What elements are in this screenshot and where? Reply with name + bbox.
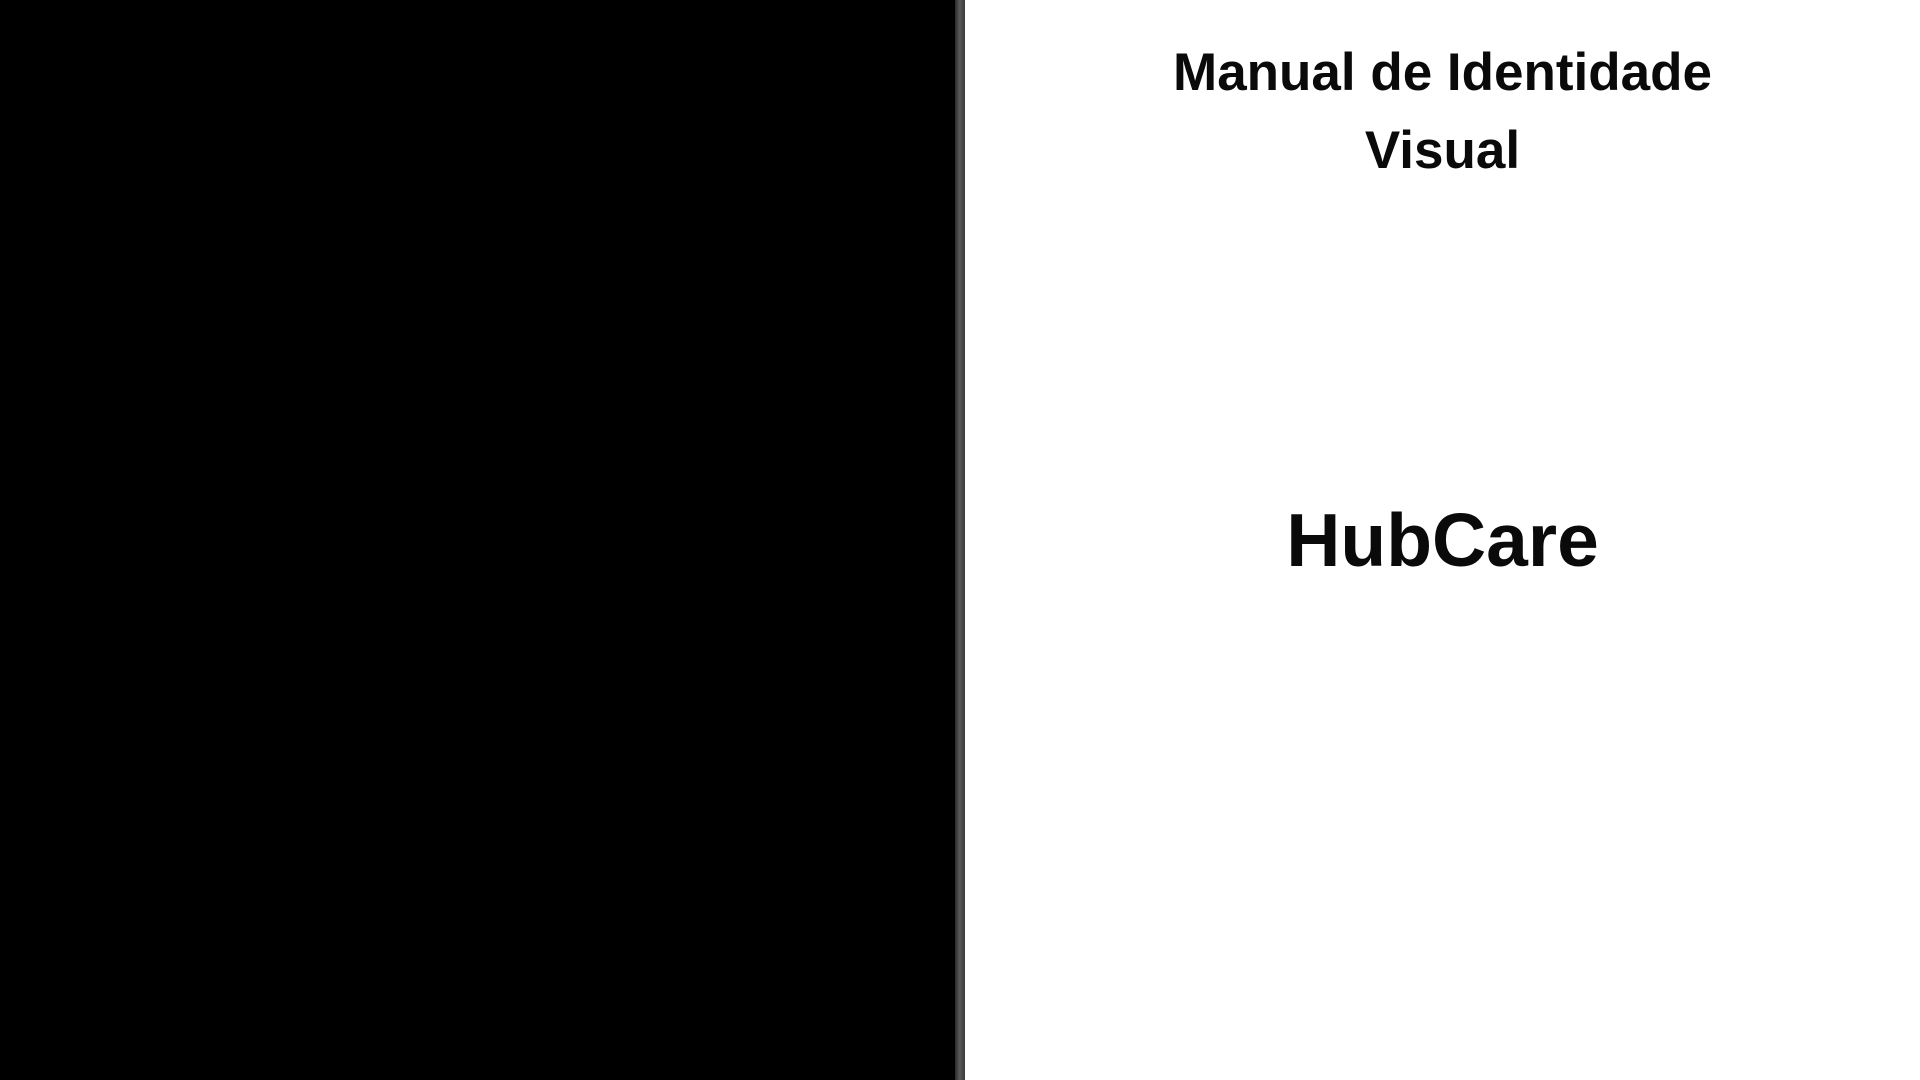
manual-title-line-1: Manual de Identidade <box>1173 43 1712 102</box>
brand-name: HubCare <box>1286 498 1599 582</box>
manual-title-line-2: Visual <box>1364 121 1521 180</box>
panel-divider <box>955 0 965 1080</box>
white-cover-panel <box>965 0 1920 1080</box>
manual-title <box>965 34 1920 190</box>
black-cover-panel <box>0 0 955 1080</box>
